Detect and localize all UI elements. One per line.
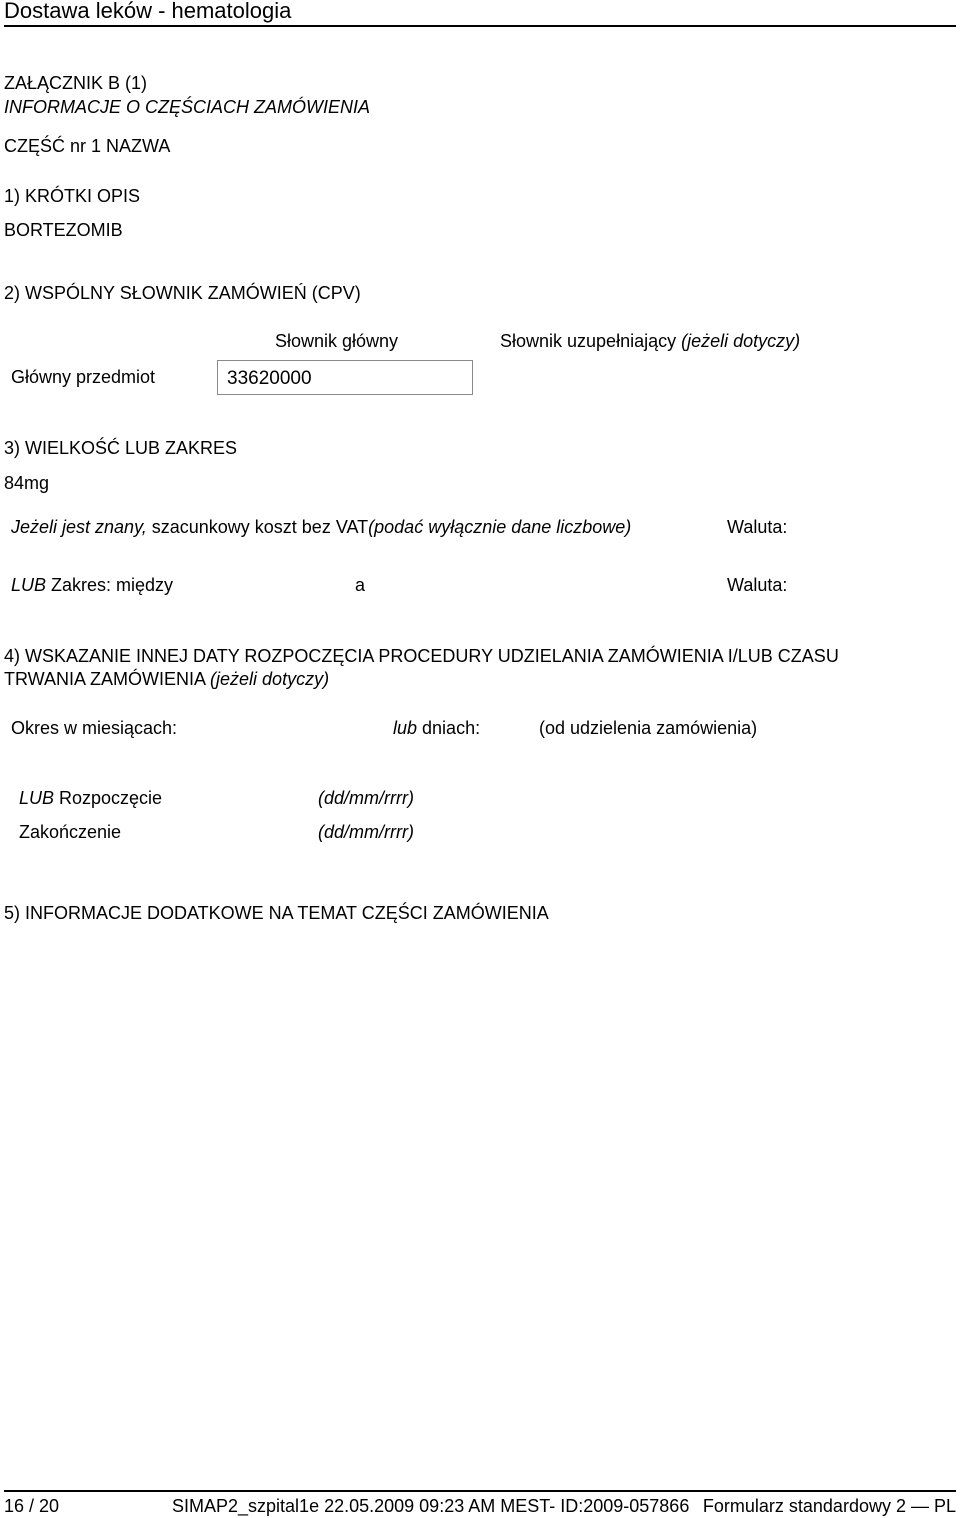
range-label	[11, 575, 173, 596]
period-months-label: Okres w miesiącach:	[11, 718, 178, 738]
footer-divider	[4, 1490, 956, 1492]
cpv-supplementary-label: Słownik uzupełniający	[500, 331, 677, 351]
currency-label-1: Waluta:	[727, 517, 788, 537]
cpv-main-column-header: Słownik główny	[275, 331, 399, 351]
section3-heading: 3) WIELKOŚĆ LUB ZAKRES	[4, 438, 238, 458]
range-between-label: Zakres: między	[46, 575, 174, 595]
short-description-value: BORTEZOMIB	[4, 220, 123, 240]
section4-heading-line1: 4) WSKAZANIE INNEJ DATY ROZPOCZĘCIA PROCEDURY UDZIELANIA ZAMÓWIENIA I/LUB CZASU	[4, 646, 839, 666]
page-number: 16 / 20	[4, 1496, 60, 1516]
main-object-label: Główny przedmiot	[11, 367, 156, 387]
section4-heading-note: (jeżeli dotyczy)	[210, 669, 330, 689]
period-days-note: (od udzielenia zamówienia)	[539, 718, 758, 738]
range-lub: LUB	[11, 575, 47, 595]
end-date-format: (dd/mm/rrrr)	[318, 822, 414, 842]
section4-heading-line2	[4, 669, 329, 690]
estimated-cost-label-italic: Jeżeli jest znany,	[11, 517, 147, 537]
range-and-label: a	[355, 575, 366, 595]
estimated-cost-note: (podać wyłącznie dane liczbowe)	[368, 517, 632, 537]
section4-heading-text: TRWANIA ZAMÓWIENIA	[4, 669, 206, 689]
section1-heading: 1) KRÓTKI OPIS	[4, 186, 141, 206]
start-date-lub: LUB	[19, 788, 55, 808]
start-date-text: Rozpoczęcie	[54, 788, 163, 808]
title-divider	[4, 25, 956, 27]
part-label: CZĘŚĆ nr 1 NAZWA	[4, 136, 171, 156]
period-days-label	[393, 718, 480, 739]
estimated-cost-label-text: szacunkowy koszt bez VAT	[146, 517, 369, 537]
end-date-label: Zakończenie	[19, 822, 122, 842]
period-days-lub: lub	[393, 718, 418, 738]
cpv-supplementary-column-header	[500, 331, 800, 352]
section5-heading: 5) INFORMACJE DODATKOWE NA TEMAT CZĘŚCI ZAMÓWIENIA	[4, 903, 549, 923]
start-date-format: (dd/mm/rrrr)	[318, 788, 414, 808]
period-days-text: dniach:	[417, 718, 481, 738]
annex-title: ZAŁĄCZNIK B (1)	[4, 73, 148, 93]
footer-meta: SIMAP2_szpital1e 22.05.2009 09:23 AM MEST- ID:2009-057866	[172, 1496, 690, 1516]
cpv-code-field: 33620000	[217, 360, 473, 395]
cpv-supplementary-note: (jeżeli dotyczy)	[681, 331, 801, 351]
footer-form-name: Formularz standardowy 2 — PL	[702, 1496, 956, 1516]
document-title: Dostawa leków - hematologia	[4, 0, 292, 23]
currency-label-2: Waluta:	[727, 575, 788, 595]
quantity-value: 84mg	[4, 473, 50, 493]
estimated-cost-label	[11, 517, 631, 538]
start-date-label	[19, 788, 162, 809]
section2-heading: 2) WSPÓLNY SŁOWNIK ZAMÓWIEŃ (CPV)	[4, 283, 361, 303]
annex-subtitle: INFORMACJE O CZĘŚCIACH ZAMÓWIENIA	[4, 97, 371, 117]
